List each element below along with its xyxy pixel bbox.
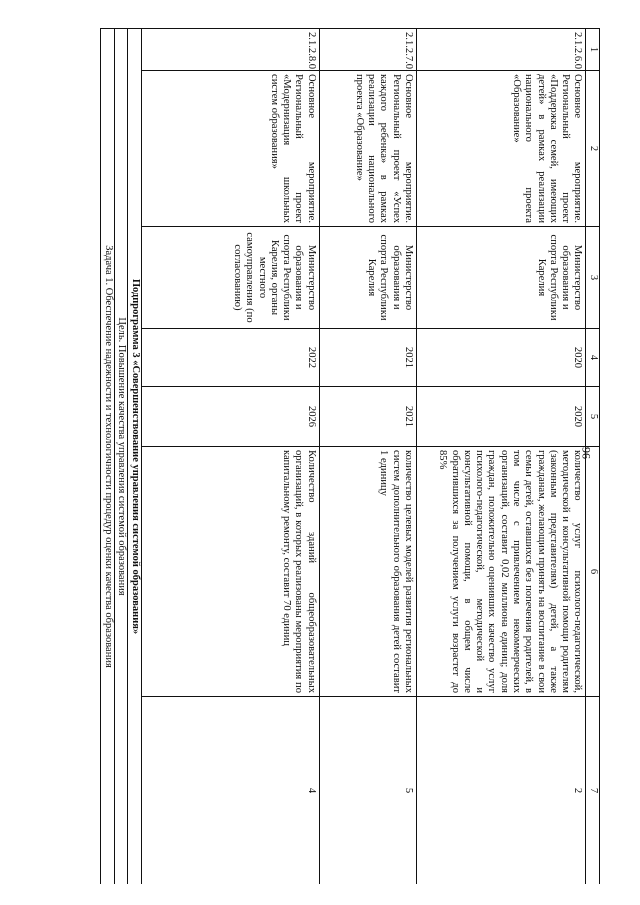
activity-indicator-ref: 4 (141, 697, 319, 885)
activity-code: 2.1.2.8.0. (141, 29, 319, 71)
column-number-cell: 1 (586, 29, 600, 71)
table-row (319, 29, 416, 885)
task-text: Задача 1. Обеспечение надежности и технологичности процедур оценки качества образования (101, 29, 115, 885)
column-number-row (586, 29, 600, 885)
activity-executor: Министерство образования и спорта Республики Карелия (416, 227, 586, 329)
page-number: 96 (579, 447, 594, 459)
column-number-cell: 5 (586, 387, 600, 447)
activity-code: 2.1.2.7.0. (319, 29, 416, 71)
activity-name: Основное мероприятие. Региональный проект «Модернизация школьных систем образования» (141, 71, 319, 227)
activity-name: Основное мероприятие. Региональный проект «Поддержка семей, имеющих детей» в рамках реализации национального проекта «Образование» (416, 71, 586, 227)
goal-text: Цель. Повышение качества управления системой образования (114, 29, 128, 885)
activity-executor: Министерство образования и спорта Республики Карелия (319, 227, 416, 329)
document-sheet (100, 28, 600, 884)
column-number-cell: 3 (586, 227, 600, 329)
subprogram-title: Подпрограмма 3 «Совершенствование управления системой образования» (128, 29, 142, 885)
task-row (101, 29, 115, 885)
activity-expected-result: количество услуг психолого-педагогической, методической и консультативной помощи родителям (законным представителям) детей, а также гражданам, желающим принять на воспитание в свои семьи детей, оставшихся без попечения родителей, в том числе с привлечением некоммерческих организаций, составит 0,02 миллиона единиц; доля граждан, положительно оценивших качество услуг психолого-педагогической, методической и консультативной помощи, в общем числе обратившихся за получением услуги возрастет до 85% (416, 447, 586, 697)
activity-indicator-ref: 2 (416, 697, 586, 885)
activity-code: 2.1.2.6.0. (416, 29, 586, 71)
activity-start-year: 2021 (319, 329, 416, 387)
table-row (141, 29, 319, 885)
activity-name: Основное мероприятие. Региональный проект «Успех каждого ребенка» в рамках реализации национального проекта «Образование» (319, 71, 416, 227)
activity-end-year: 2020 (416, 387, 586, 447)
activity-indicator-ref: 5 (319, 697, 416, 885)
column-number-cell: 7 (586, 697, 600, 885)
column-number-cell: 6 (586, 447, 600, 697)
table-row (416, 29, 586, 885)
activity-executor: Министерство образования и спорта Республики Карелия, органы местного самоуправления (по согласованию) (141, 227, 319, 329)
column-number-cell: 4 (586, 329, 600, 387)
activity-expected-result: Количество зданий общеобразовательных организаций, в которых реализованы мероприятия по капитальному ремонту, составит 70 единиц (141, 447, 319, 697)
program-activities-table (100, 28, 600, 884)
activity-start-year: 2020 (416, 329, 586, 387)
subprogram-row (128, 29, 142, 885)
activity-expected-result: количество целевых моделей развития региональных систем дополнительного образования детей составит 1 единицу (319, 447, 416, 697)
column-number-cell: 2 (586, 71, 600, 227)
activity-start-year: 2022 (141, 329, 319, 387)
activity-end-year: 2021 (319, 387, 416, 447)
activity-end-year: 2026 (141, 387, 319, 447)
rotated-table-wrapper (100, 28, 600, 884)
goal-row (114, 29, 128, 885)
